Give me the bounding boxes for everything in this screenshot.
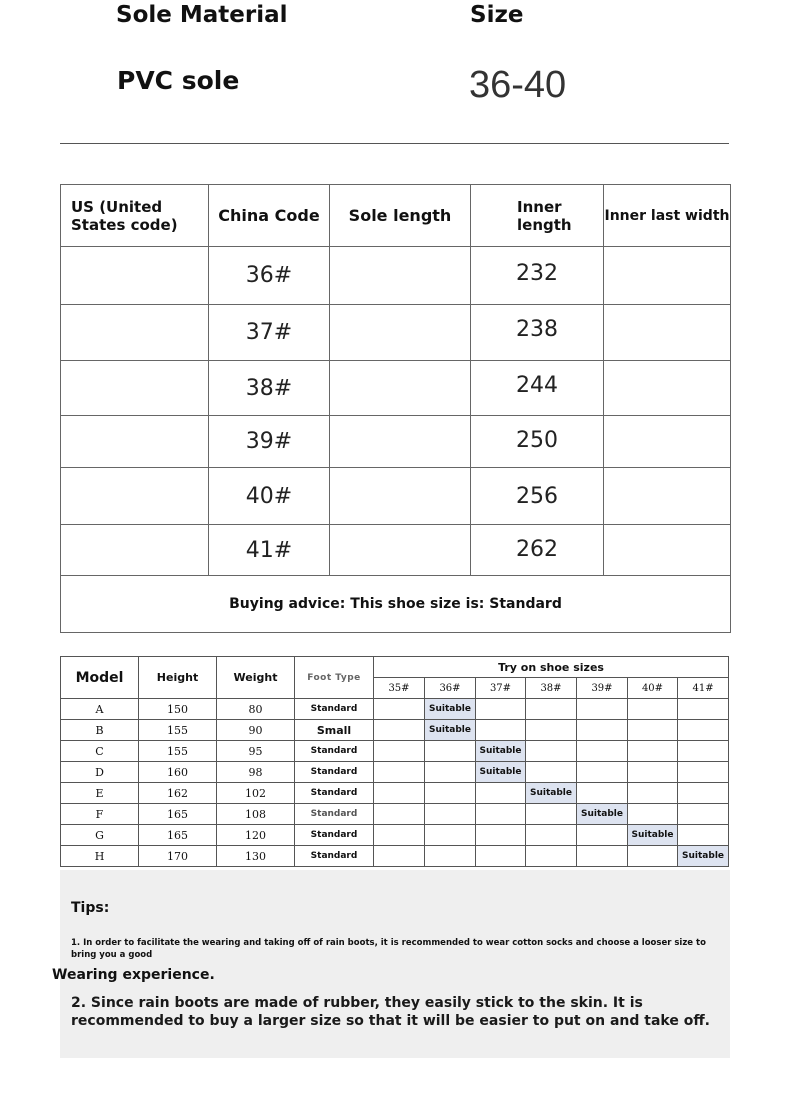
empty-cell — [425, 783, 476, 804]
table-row — [61, 416, 731, 468]
foot-type-cell: Standard — [295, 741, 374, 762]
empty-cell — [425, 741, 476, 762]
suitable-label: Suitable — [631, 830, 674, 840]
col-foot-type: Foot Type — [295, 657, 374, 699]
empty-cell — [374, 783, 425, 804]
weight-cell: 98 — [217, 762, 295, 783]
empty-cell — [526, 762, 577, 783]
inner-length-cell: 256 — [471, 468, 604, 525]
china-code-cell: 41# — [209, 525, 330, 576]
empty-cell — [577, 825, 628, 846]
suitable-label: Suitable — [479, 746, 522, 756]
china-code-cell: 36# — [209, 247, 330, 305]
inner-width-cell — [604, 247, 731, 305]
table-row — [61, 525, 731, 576]
size-header: 41# — [678, 678, 729, 699]
empty-cell — [628, 846, 678, 867]
sole-material-value: PVC sole — [117, 66, 240, 95]
us-code-cell — [61, 468, 209, 525]
table-row — [61, 804, 729, 825]
china-code-cell: 40# — [209, 468, 330, 525]
us-code-cell — [61, 305, 209, 361]
suitable-label: Suitable — [429, 725, 471, 735]
size-header: 38# — [526, 678, 577, 699]
suitable-cell — [425, 699, 476, 720]
table-row — [61, 699, 729, 720]
empty-cell — [526, 699, 577, 720]
us-code-cell — [61, 416, 209, 468]
inner-width-cell — [604, 361, 731, 416]
sole-length-cell — [330, 247, 471, 305]
buying-advice: Buying advice: This shoe size is: Standard — [61, 576, 731, 633]
height-cell: 160 — [139, 762, 217, 783]
empty-cell — [628, 741, 678, 762]
empty-cell — [577, 720, 628, 741]
height-cell: 165 — [139, 804, 217, 825]
empty-cell — [577, 762, 628, 783]
model-cell: G — [61, 825, 139, 846]
china-code-cell: 37# — [209, 305, 330, 361]
size-header: 35# — [374, 678, 425, 699]
table-row — [61, 468, 731, 525]
tip-1: 1. In order to facilitate the wearing and taking off of rain boots, it is recommended to wear cotton socks and choose a looser size to bring you a good — [71, 938, 706, 960]
size-table-header — [61, 185, 731, 247]
us-code-cell — [61, 525, 209, 576]
suitable-cell — [526, 783, 577, 804]
inner-width-cell — [604, 468, 731, 525]
empty-cell — [678, 762, 729, 783]
empty-cell — [476, 720, 526, 741]
empty-cell — [628, 720, 678, 741]
empty-cell — [577, 846, 628, 867]
height-cell: 165 — [139, 825, 217, 846]
model-cell: B — [61, 720, 139, 741]
suitable-cell — [628, 825, 678, 846]
empty-cell — [577, 699, 628, 720]
empty-cell — [628, 699, 678, 720]
weight-cell: 95 — [217, 741, 295, 762]
foot-type-cell: Standard — [295, 846, 374, 867]
tips-title: Tips: — [71, 900, 110, 916]
foot-type-cell: Small — [295, 720, 374, 741]
suitable-label: Suitable — [581, 809, 623, 819]
table-row — [61, 762, 729, 783]
wearing-experience: Wearing experience. — [52, 967, 215, 983]
inner-length-cell: 262 — [471, 525, 604, 576]
sole-length-cell — [330, 416, 471, 468]
us-code-cell — [61, 361, 209, 416]
empty-cell — [374, 762, 425, 783]
empty-cell — [476, 804, 526, 825]
empty-cell — [526, 825, 577, 846]
empty-cell — [678, 825, 729, 846]
weight-cell: 108 — [217, 804, 295, 825]
empty-cell — [425, 825, 476, 846]
suitable-label: Suitable — [530, 788, 572, 798]
col-model: Model — [61, 657, 139, 699]
suitable-cell — [678, 846, 729, 867]
size-header: 40# — [628, 678, 678, 699]
tryon-table — [60, 656, 729, 867]
inner-length-cell: 250 — [471, 416, 604, 468]
height-cell: 155 — [139, 741, 217, 762]
inner-width-cell — [604, 525, 731, 576]
col-us-code: US (United States code) — [61, 185, 209, 247]
empty-cell — [526, 846, 577, 867]
table-row — [61, 846, 729, 867]
suitable-cell — [476, 741, 526, 762]
foot-type-cell: Standard — [295, 783, 374, 804]
height-cell: 162 — [139, 783, 217, 804]
empty-cell — [678, 783, 729, 804]
foot-type-cell: Standard — [295, 699, 374, 720]
table-row — [61, 247, 731, 305]
inner-length-cell: 232 — [471, 247, 604, 305]
size-header: 39# — [577, 678, 628, 699]
size-header: 36# — [425, 678, 476, 699]
col-height: Height — [139, 657, 217, 699]
height-cell: 170 — [139, 846, 217, 867]
empty-cell — [628, 804, 678, 825]
sole-length-cell — [330, 525, 471, 576]
table-row — [61, 305, 731, 361]
weight-cell: 120 — [217, 825, 295, 846]
table-row — [61, 741, 729, 762]
tryon-header-row — [61, 657, 729, 678]
empty-cell — [526, 804, 577, 825]
col-china-code: China Code — [209, 185, 330, 247]
model-cell: F — [61, 804, 139, 825]
divider — [60, 143, 729, 144]
empty-cell — [476, 783, 526, 804]
suitable-label: Suitable — [682, 851, 725, 861]
model-cell: H — [61, 846, 139, 867]
empty-cell — [678, 804, 729, 825]
empty-cell — [374, 846, 425, 867]
table-row — [61, 783, 729, 804]
china-code-cell: 38# — [209, 361, 330, 416]
suitable-cell — [425, 720, 476, 741]
weight-cell: 102 — [217, 783, 295, 804]
empty-cell — [628, 783, 678, 804]
model-cell: A — [61, 699, 139, 720]
empty-cell — [374, 741, 425, 762]
foot-type-cell: Standard — [295, 825, 374, 846]
model-cell: D — [61, 762, 139, 783]
empty-cell — [678, 741, 729, 762]
inner-width-cell — [604, 305, 731, 361]
col-inner-last-width: Inner last width — [604, 185, 731, 247]
col-weight: Weight — [217, 657, 295, 699]
empty-cell — [425, 846, 476, 867]
inner-length-cell: 244 — [471, 361, 604, 416]
empty-cell — [374, 825, 425, 846]
table-row — [61, 361, 731, 416]
table-row — [61, 825, 729, 846]
suitable-label: Suitable — [429, 704, 471, 714]
empty-cell — [425, 804, 476, 825]
sole-material-label: Sole Material — [116, 2, 288, 28]
empty-cell — [374, 720, 425, 741]
suitable-cell — [476, 762, 526, 783]
empty-cell — [476, 846, 526, 867]
sole-length-cell — [330, 361, 471, 416]
foot-type-cell: Standard — [295, 762, 374, 783]
col-try-on-sizes: Try on shoe sizes — [374, 657, 729, 678]
us-code-cell — [61, 247, 209, 305]
empty-cell — [678, 699, 729, 720]
empty-cell — [628, 762, 678, 783]
empty-cell — [577, 783, 628, 804]
china-code-cell: 39# — [209, 416, 330, 468]
empty-cell — [526, 720, 577, 741]
col-sole-length: Sole length — [330, 185, 471, 247]
inner-width-cell — [604, 416, 731, 468]
inner-length-cell: 238 — [471, 305, 604, 361]
size-label: Size — [470, 2, 524, 28]
col-inner-length: Inner length — [471, 185, 604, 247]
foot-type-cell: Standard — [295, 804, 374, 825]
weight-cell: 90 — [217, 720, 295, 741]
model-cell: C — [61, 741, 139, 762]
weight-cell: 130 — [217, 846, 295, 867]
size-table — [60, 184, 731, 633]
size-header: 37# — [476, 678, 526, 699]
empty-cell — [374, 804, 425, 825]
sole-length-cell — [330, 305, 471, 361]
advice-row — [61, 576, 731, 633]
empty-cell — [374, 699, 425, 720]
height-cell: 155 — [139, 720, 217, 741]
empty-cell — [678, 720, 729, 741]
model-cell: E — [61, 783, 139, 804]
tip-2: 2. Since rain boots are made of rubber, they easily stick to the skin. It is recommended to buy a larger size so that it will be easier to put on and take off. — [71, 995, 710, 1029]
empty-cell — [476, 699, 526, 720]
empty-cell — [476, 825, 526, 846]
table-row — [61, 720, 729, 741]
sole-length-cell — [330, 468, 471, 525]
suitable-label: Suitable — [479, 767, 522, 777]
suitable-cell — [577, 804, 628, 825]
height-cell: 150 — [139, 699, 217, 720]
empty-cell — [425, 762, 476, 783]
empty-cell — [577, 741, 628, 762]
weight-cell: 80 — [217, 699, 295, 720]
empty-cell — [526, 741, 577, 762]
size-value: 36-40 — [469, 64, 567, 106]
